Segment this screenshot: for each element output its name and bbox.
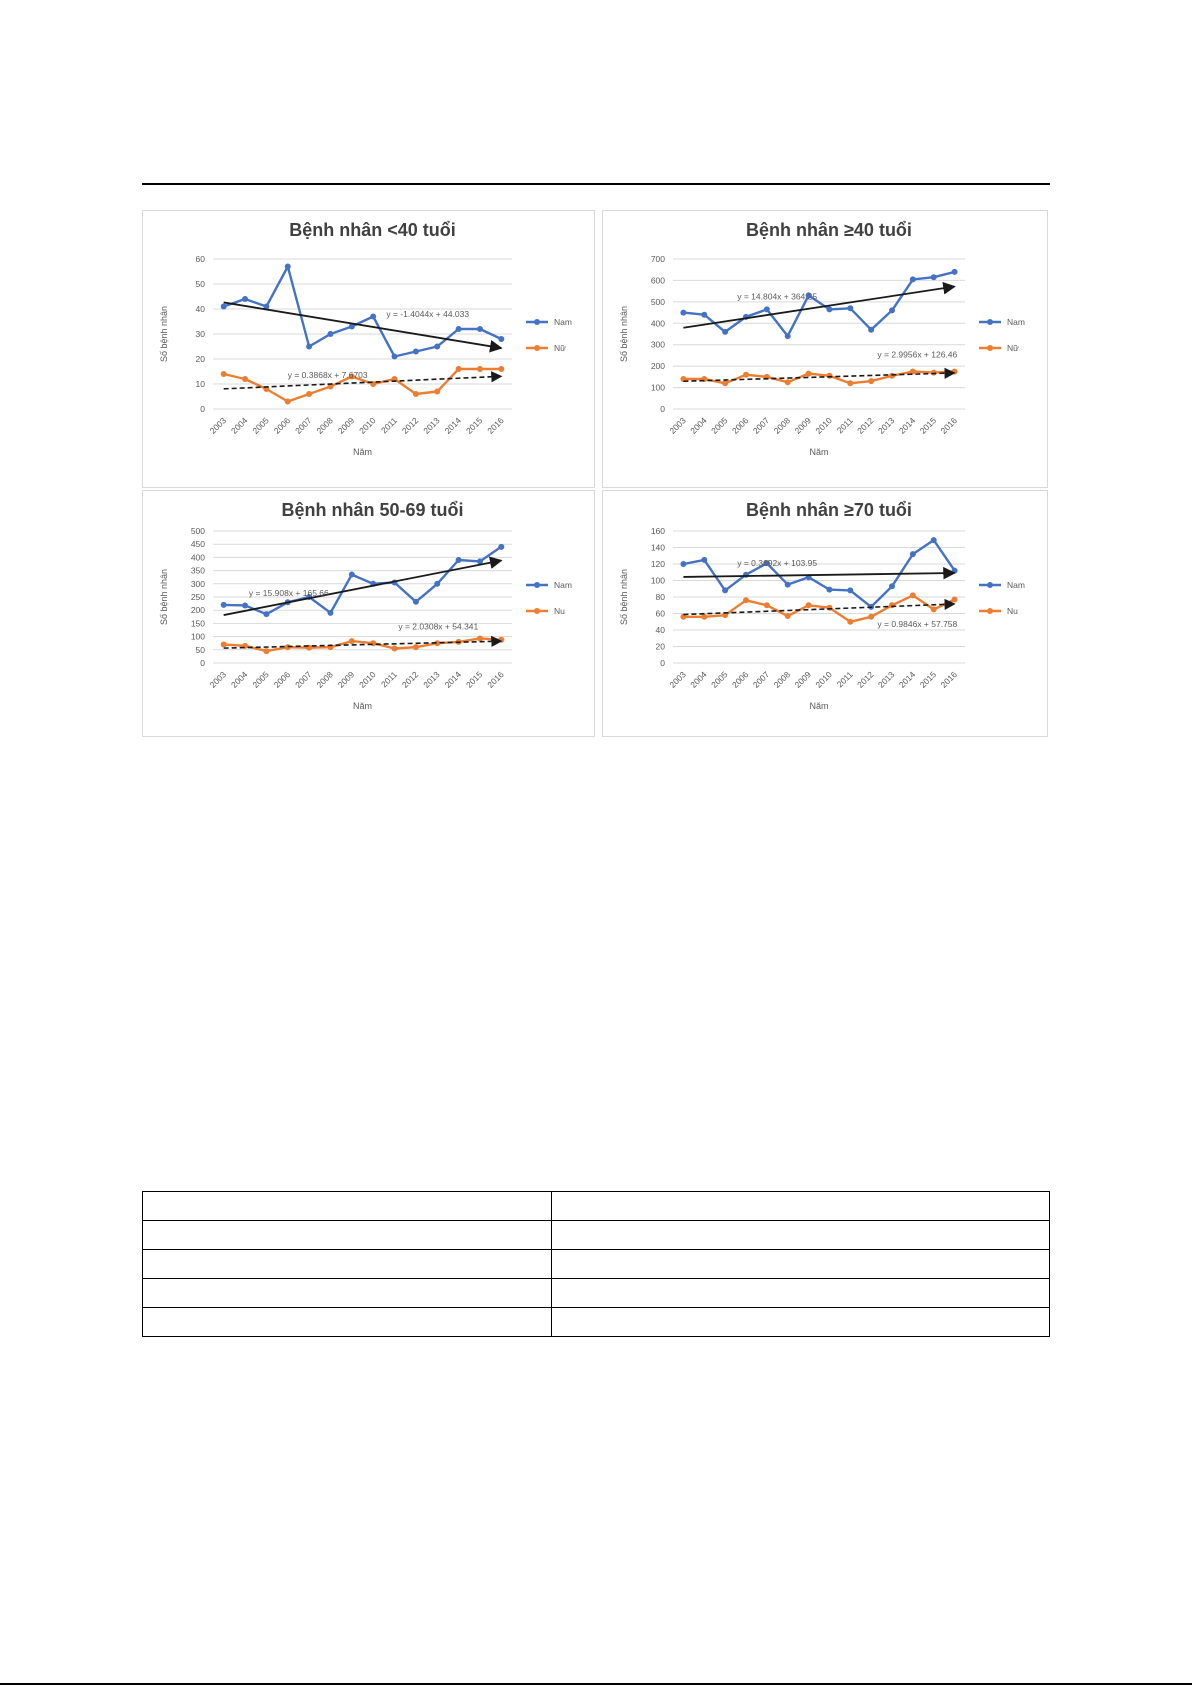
chart-title: Bệnh nhân ≥40 tuổi — [746, 220, 912, 240]
y-axis-title: Số bệnh nhân — [159, 305, 169, 363]
table-cell — [552, 1250, 1050, 1279]
y-tick-label: 50 — [195, 279, 205, 289]
x-tick-label: 2013 — [421, 669, 442, 690]
legend-label: Nam — [1007, 317, 1025, 327]
data-point-nam — [498, 544, 504, 550]
x-tick-label: 2015 — [917, 669, 939, 690]
data-point-nu — [889, 373, 895, 379]
data-point-nam — [847, 305, 853, 311]
data-point-nu — [722, 380, 728, 386]
x-tick-label: 2008 — [314, 415, 335, 436]
trend-equation-label: y = 0.3692x + 103.95 — [737, 558, 818, 569]
data-point-nu — [242, 376, 248, 382]
x-tick-label: 2005 — [709, 669, 730, 690]
table-cell — [552, 1308, 1050, 1337]
x-axis-title: Năm — [809, 447, 829, 457]
y-tick-label: 20 — [195, 354, 205, 364]
data-point-nam — [931, 274, 937, 280]
table-row — [143, 1192, 1050, 1221]
data-point-nu — [868, 378, 874, 384]
data-point-nu — [889, 602, 895, 608]
legend-label: Nam — [1007, 580, 1025, 590]
x-tick-label: 2010 — [813, 415, 834, 436]
data-point-nu — [285, 399, 291, 405]
legend-label: Nu — [1007, 606, 1018, 616]
data-point-nam — [889, 583, 895, 589]
data-point-nam — [327, 331, 333, 337]
x-tick-label: 2014 — [896, 415, 918, 436]
y-tick-label: 0 — [200, 658, 205, 668]
x-tick-label: 2005 — [709, 415, 730, 436]
data-point-nam — [477, 326, 483, 332]
data-point-nam — [764, 306, 770, 312]
data-point-nu — [868, 614, 874, 620]
data-point-nu — [221, 371, 227, 377]
chart-title: Bệnh nhân ≥70 tuổi — [746, 500, 912, 520]
trend-equation-label: y = -1.4044x + 44.033 — [386, 309, 470, 320]
x-tick-label: 2013 — [421, 415, 442, 436]
data-point-nam — [701, 557, 707, 563]
trendline-nam — [683, 287, 954, 328]
table-cell — [143, 1279, 552, 1308]
x-tick-label: 2008 — [771, 415, 793, 436]
data-point-nu — [847, 380, 853, 386]
table-row — [143, 1308, 1050, 1337]
trend-equation-label: y = 0.3868x + 7.6703 — [287, 369, 368, 380]
data-point-nam — [952, 269, 958, 275]
y-tick-label: 200 — [650, 361, 665, 372]
data-point-nam — [327, 610, 333, 616]
x-tick-label: 2009 — [335, 415, 357, 436]
x-tick-label: 2011 — [834, 669, 855, 690]
data-point-nam — [434, 581, 440, 587]
x-tick-label: 2004 — [228, 415, 250, 436]
x-tick-label: 2007 — [293, 415, 314, 436]
x-tick-label: 2015 — [917, 415, 939, 436]
data-point-nam — [498, 336, 504, 342]
data-point-nam — [242, 602, 248, 608]
x-tick-label: 2016 — [485, 415, 506, 436]
trend-equation-label: y = 15.908x + 165.66 — [248, 588, 329, 599]
y-tick-label: 200 — [190, 605, 205, 616]
y-tick-label: 500 — [190, 526, 205, 536]
legend-label: Nu — [554, 606, 565, 616]
x-tick-label: 2006 — [729, 415, 751, 436]
x-tick-label: 2004 — [688, 415, 709, 436]
legend-marker — [987, 345, 993, 351]
data-point-nu — [392, 645, 398, 651]
x-tick-label: 2015 — [463, 669, 485, 690]
legend-marker — [534, 608, 540, 614]
data-point-nam — [910, 551, 916, 557]
data-point-nam — [701, 312, 707, 318]
y-tick-label: 40 — [655, 625, 665, 635]
data-point-nu — [701, 614, 707, 620]
table-row — [143, 1221, 1050, 1250]
chart-title: Bệnh nhân <40 tuổi — [289, 220, 456, 240]
data-point-nam — [826, 587, 832, 593]
table-cell — [143, 1192, 552, 1221]
data-point-nam — [680, 310, 686, 316]
table-row — [143, 1279, 1050, 1308]
x-tick-label: 2012 — [399, 415, 421, 436]
chart-svg — [603, 491, 1047, 736]
y-tick-label: 350 — [190, 565, 205, 576]
data-point-nam — [785, 582, 791, 588]
data-point-nam — [456, 326, 462, 332]
table-cell — [552, 1192, 1050, 1221]
data-point-nam — [221, 304, 227, 310]
table-cell — [552, 1221, 1050, 1250]
legend-marker — [987, 319, 993, 325]
x-tick-label: 2012 — [399, 669, 421, 690]
data-point-nu — [910, 592, 916, 598]
x-tick-label: 2016 — [938, 669, 959, 690]
legend-label: Nữ — [1007, 343, 1019, 353]
x-tick-label: 2011 — [378, 669, 399, 690]
x-tick-label: 2011 — [378, 415, 399, 436]
data-point-nu — [743, 597, 749, 603]
y-tick-label: 250 — [190, 592, 205, 602]
data-point-nam — [349, 572, 355, 578]
data-point-nam — [221, 602, 227, 608]
x-tick-label: 2003 — [207, 669, 229, 690]
x-axis-title: Năm — [352, 447, 373, 457]
data-point-nu — [413, 391, 419, 397]
y-tick-label: 600 — [650, 275, 665, 286]
legend-marker — [987, 608, 993, 614]
x-axis-title: Năm — [809, 701, 829, 711]
data-point-nu — [263, 648, 269, 654]
y-tick-label: 0 — [660, 404, 665, 414]
legend-label: Nam — [554, 317, 572, 327]
data-point-nu — [806, 371, 812, 377]
y-tick-label: 10 — [195, 379, 205, 389]
data-point-nam — [263, 611, 269, 617]
x-tick-label: 2004 — [228, 669, 250, 690]
y-tick-label: 300 — [650, 339, 665, 350]
data-point-nu — [456, 366, 462, 372]
y-tick-label: 100 — [650, 382, 665, 393]
x-tick-label: 2007 — [750, 669, 772, 690]
x-tick-label: 2012 — [855, 669, 876, 690]
data-point-nam — [242, 296, 248, 302]
x-tick-label: 2014 — [896, 669, 918, 690]
data-point-nam — [413, 349, 419, 355]
x-tick-label: 2010 — [357, 669, 378, 690]
legend-label: Nữ — [554, 343, 566, 353]
data-point-nu — [952, 596, 958, 602]
x-tick-label: 2006 — [729, 669, 751, 690]
y-axis-title: Số bệnh nhân — [159, 568, 169, 626]
y-tick-label: 20 — [655, 641, 665, 652]
table-row — [143, 1250, 1050, 1279]
x-tick-label: 2009 — [792, 669, 813, 690]
data-point-nu — [306, 391, 312, 397]
data-point-nu — [952, 369, 958, 375]
data-point-nu — [498, 366, 504, 372]
chart-svg — [143, 211, 594, 487]
y-tick-label: 300 — [190, 578, 205, 589]
chart-panel-under-40 — [142, 210, 595, 488]
x-tick-label: 2007 — [750, 415, 772, 436]
x-tick-label: 2003 — [207, 415, 229, 436]
y-tick-label: 450 — [190, 539, 205, 550]
x-tick-label: 2015 — [463, 415, 485, 436]
data-point-nu — [785, 379, 791, 385]
data-point-nam — [931, 537, 937, 543]
x-tick-label: 2014 — [442, 415, 464, 436]
x-tick-label: 2003 — [667, 415, 688, 436]
data-point-nu — [826, 373, 832, 379]
data-point-nu — [413, 644, 419, 650]
y-tick-label: 0 — [660, 658, 665, 668]
x-tick-label: 2013 — [875, 669, 897, 690]
data-point-nu — [764, 602, 770, 608]
table-cell — [143, 1221, 552, 1250]
data-table — [142, 1191, 1050, 1337]
x-tick-label: 2011 — [834, 415, 855, 436]
data-point-nu — [785, 613, 791, 619]
data-point-nu — [434, 389, 440, 395]
legend-label: Nam — [554, 580, 572, 590]
x-tick-label: 2013 — [875, 415, 897, 436]
x-tick-label: 2016 — [485, 669, 506, 690]
data-point-nam — [910, 276, 916, 282]
y-tick-label: 150 — [190, 618, 205, 629]
data-point-nu — [806, 602, 812, 608]
chart-svg — [143, 491, 594, 736]
y-tick-label: 400 — [650, 318, 665, 329]
x-tick-label: 2005 — [250, 415, 271, 436]
y-axis-title: Số bệnh nhân — [619, 305, 629, 363]
x-tick-label: 2006 — [271, 669, 293, 690]
data-point-nu — [370, 640, 376, 646]
y-tick-label: 100 — [190, 631, 205, 642]
x-tick-label: 2016 — [938, 415, 959, 436]
y-tick-label: 700 — [650, 254, 665, 264]
data-point-nu — [477, 366, 483, 372]
data-point-nam — [889, 307, 895, 313]
y-tick-label: 0 — [200, 404, 205, 414]
x-tick-label: 2004 — [688, 669, 709, 690]
data-point-nam — [722, 587, 728, 593]
x-axis-title: Năm — [352, 701, 373, 711]
data-point-nam — [370, 314, 376, 320]
y-tick-label: 100 — [650, 575, 665, 586]
x-tick-label: 2003 — [667, 669, 688, 690]
trend-equation-label: y = 2.9956x + 126.46 — [877, 349, 958, 360]
data-point-nu — [221, 642, 227, 648]
data-point-nu — [349, 638, 355, 644]
footer-rule — [0, 1683, 1192, 1685]
x-tick-label: 2010 — [813, 669, 834, 690]
y-tick-label: 160 — [650, 526, 665, 536]
y-tick-label: 400 — [190, 552, 205, 563]
chart-svg — [603, 211, 1047, 487]
legend-marker — [987, 582, 993, 588]
table-cell — [143, 1308, 552, 1337]
data-point-nam — [392, 354, 398, 360]
x-tick-label: 2008 — [771, 669, 793, 690]
data-point-nu — [847, 619, 853, 625]
y-axis-title: Số bệnh nhân — [619, 568, 629, 626]
x-tick-label: 2012 — [855, 415, 876, 436]
trend-equation-label: y = 14.804x + 364.25 — [737, 291, 818, 302]
x-tick-label: 2006 — [271, 415, 293, 436]
trendline-nam — [683, 573, 954, 577]
legend-marker — [534, 319, 540, 325]
x-tick-label: 2005 — [250, 669, 271, 690]
y-tick-label: 50 — [195, 644, 205, 655]
x-tick-label: 2008 — [314, 669, 335, 690]
data-point-nam — [785, 333, 791, 339]
data-point-nu — [826, 605, 832, 611]
y-tick-label: 140 — [650, 542, 665, 553]
data-point-nu — [743, 372, 749, 378]
y-tick-label: 30 — [195, 329, 205, 339]
x-tick-label: 2010 — [357, 415, 378, 436]
table-cell — [143, 1250, 552, 1279]
header-rule — [142, 183, 1050, 185]
figure-four-line-charts — [142, 210, 1048, 737]
data-point-nam — [680, 561, 686, 567]
data-point-nu — [477, 635, 483, 641]
data-point-nam — [847, 587, 853, 593]
data-point-nam — [306, 344, 312, 350]
y-tick-label: 40 — [195, 304, 205, 314]
x-tick-label: 2007 — [293, 669, 314, 690]
data-point-nam — [722, 329, 728, 335]
y-tick-label: 60 — [655, 608, 665, 619]
x-tick-label: 2009 — [335, 669, 357, 690]
data-point-nam — [285, 264, 291, 270]
trend-equation-label: y = 2.0308x + 54.341 — [398, 621, 479, 632]
chart-panel-50-69 — [142, 490, 595, 737]
chart-panel-70-plus — [602, 490, 1048, 737]
data-point-nu — [931, 370, 937, 376]
trend-equation-label: y = 0.9846x + 57.758 — [877, 618, 958, 629]
table-cell — [552, 1279, 1050, 1308]
legend-marker — [534, 582, 540, 588]
y-tick-label: 120 — [650, 559, 665, 569]
chart-title: Bệnh nhân 50-69 tuổi — [281, 500, 464, 520]
data-point-nam — [413, 599, 419, 605]
y-tick-label: 60 — [195, 254, 205, 264]
x-tick-label: 2014 — [442, 669, 464, 690]
data-point-nam — [434, 344, 440, 350]
chart-panel-40-plus — [602, 210, 1048, 488]
x-tick-label: 2009 — [792, 415, 813, 436]
legend-marker — [534, 345, 540, 351]
y-tick-label: 80 — [655, 592, 665, 602]
data-point-nam — [826, 306, 832, 312]
data-point-nu — [931, 606, 937, 612]
data-point-nam — [868, 327, 874, 333]
y-tick-label: 500 — [650, 296, 665, 307]
data-point-nam — [456, 557, 462, 563]
